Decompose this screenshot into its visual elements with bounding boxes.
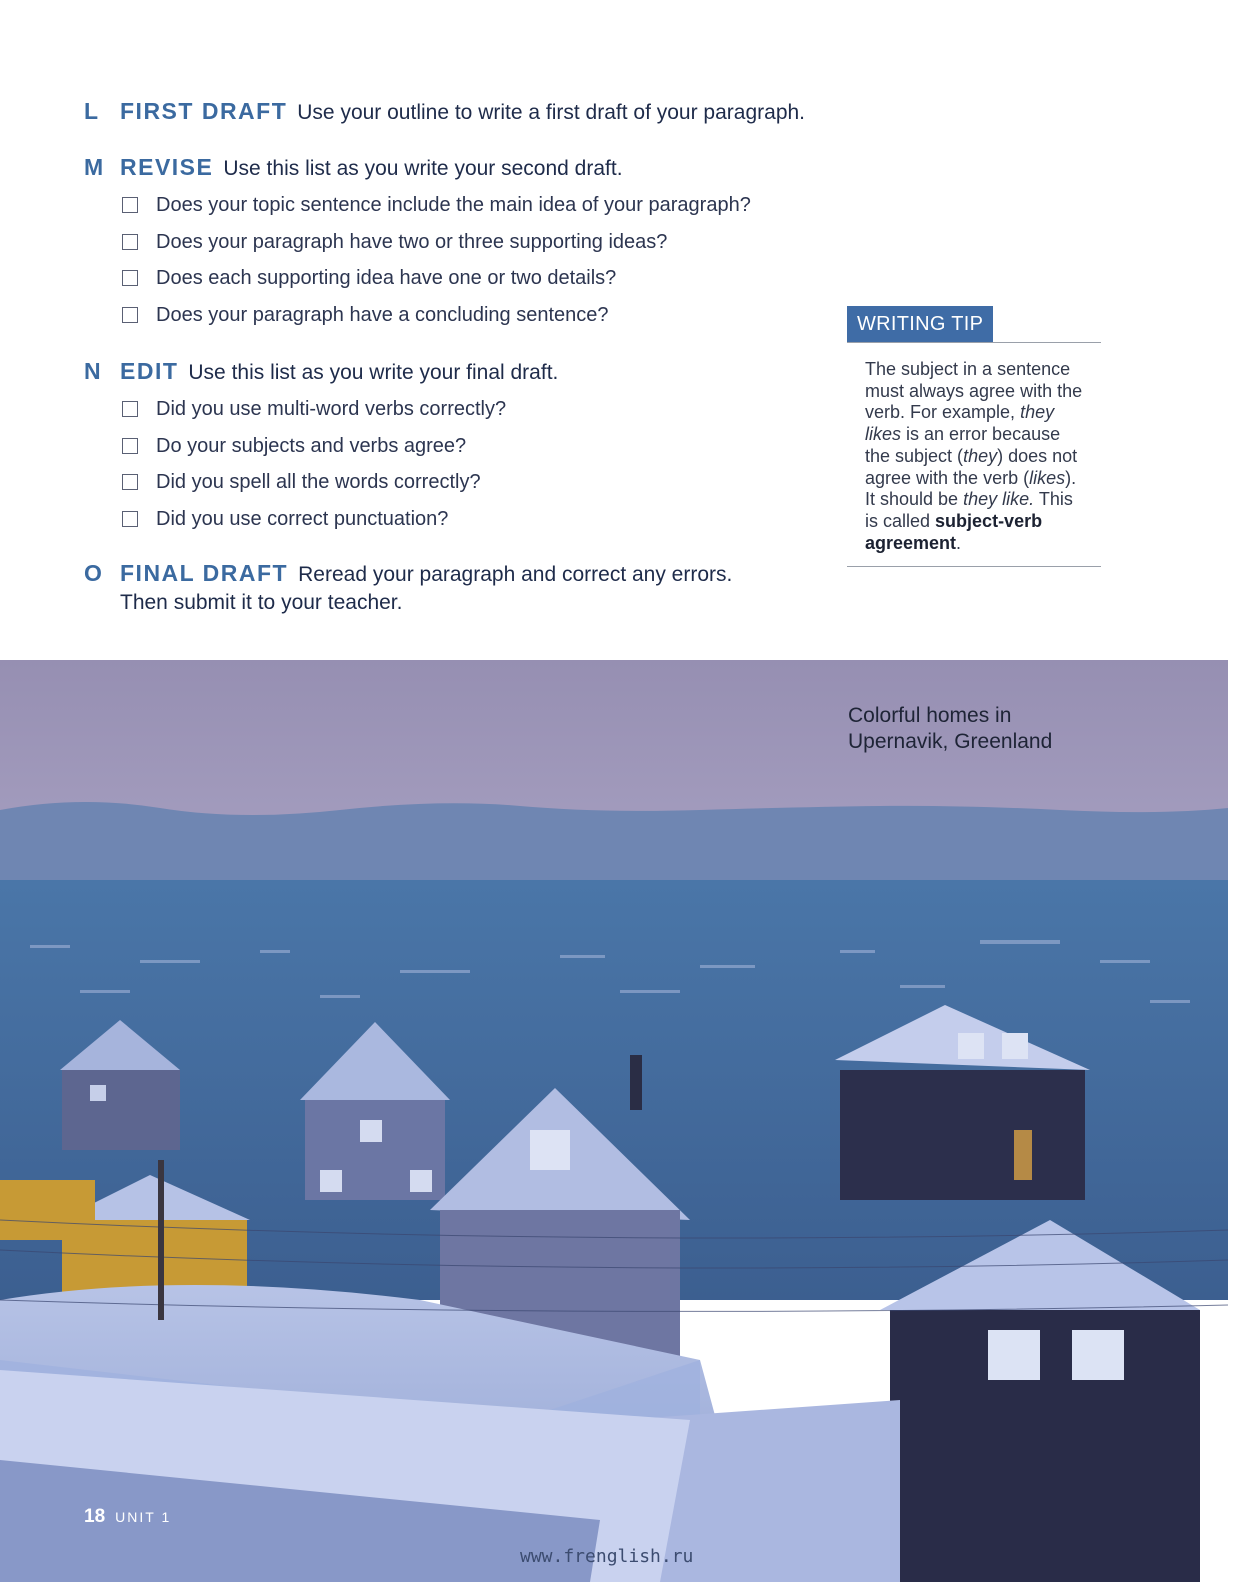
checklist-item-text: Did you use multi-word verbs correctly? bbox=[156, 398, 507, 420]
section-heading: FIRST DRAFT bbox=[120, 98, 288, 124]
section-first-draft bbox=[84, 97, 805, 127]
greenland-homes-photo bbox=[0, 660, 1228, 1582]
checklist-item-text: Does each supporting idea have one or two details? bbox=[156, 267, 617, 289]
checklist-item-text: Does your paragraph have a concluding sentence? bbox=[156, 303, 609, 326]
tip-key-term: subject-verb agreement bbox=[865, 510, 1043, 553]
checklist-item-text: Does your paragraph have two or three supporting ideas? bbox=[156, 230, 668, 253]
section-instruction: Reread your paragraph and correct any errors. bbox=[298, 563, 733, 586]
page-number: 18 bbox=[84, 1506, 106, 1527]
tip-text: . bbox=[956, 532, 962, 553]
section-final-draft bbox=[84, 559, 732, 617]
checklist-item bbox=[122, 229, 751, 266]
checkbox[interactable] bbox=[122, 401, 138, 417]
checklist-item-text: Did you use correct punctuation? bbox=[156, 507, 449, 530]
section-letter: M bbox=[84, 154, 104, 180]
writing-tip-header bbox=[847, 306, 1101, 343]
section-heading: FINAL DRAFT bbox=[120, 560, 289, 586]
checkbox[interactable] bbox=[122, 511, 138, 527]
section-instruction: Use your outline to write a first draft of your paragraph. bbox=[297, 101, 806, 124]
tip-example: likes bbox=[1029, 467, 1066, 488]
checklist-item bbox=[122, 265, 751, 302]
writing-tip-label: WRITING TIP bbox=[847, 306, 993, 342]
watermark: www.frenglish.ru bbox=[520, 1546, 694, 1567]
tip-text: ). It should be bbox=[865, 467, 1077, 510]
checkbox[interactable] bbox=[122, 307, 138, 323]
checkbox[interactable] bbox=[122, 474, 138, 490]
unit-label: UNIT 1 bbox=[115, 1509, 172, 1525]
checklist-item bbox=[122, 396, 506, 433]
checklist-item bbox=[122, 302, 751, 339]
tip-example: they likes bbox=[865, 402, 1055, 445]
section-heading: REVISE bbox=[120, 154, 214, 180]
checkbox[interactable] bbox=[122, 438, 138, 454]
checklist-item bbox=[122, 469, 506, 506]
section-revise bbox=[84, 153, 623, 183]
section-instruction: Use this list as you write your final draft. bbox=[188, 361, 559, 384]
tip-text: ) does not agree with the verb ( bbox=[865, 445, 1078, 488]
photo-caption bbox=[848, 703, 1052, 755]
section-letter: O bbox=[84, 560, 103, 586]
section-letter: N bbox=[84, 358, 102, 384]
tip-text: The subject in a sentence must always agree with the verb. For example, bbox=[865, 359, 1083, 423]
checkbox[interactable] bbox=[122, 234, 138, 250]
section-edit bbox=[84, 357, 558, 387]
section-heading: EDIT bbox=[120, 358, 179, 384]
tip-example: they bbox=[963, 445, 998, 466]
checkbox[interactable] bbox=[122, 197, 138, 213]
photo-illustration bbox=[0, 660, 1228, 1582]
page-footer bbox=[84, 1506, 171, 1528]
section-instruction: Use this list as you write your second draft. bbox=[223, 157, 623, 180]
revise-checklist bbox=[122, 192, 751, 338]
checklist-item bbox=[122, 433, 506, 470]
checklist-item bbox=[122, 506, 506, 543]
checklist-item-text: Do your subjects and verbs agree? bbox=[156, 434, 467, 457]
checklist-item-text: Does your topic sentence include the main idea of your paragraph? bbox=[156, 194, 751, 216]
checklist-item-text: Did you spell all the words correctly? bbox=[156, 471, 481, 493]
checkbox[interactable] bbox=[122, 270, 138, 286]
section-letter: L bbox=[84, 98, 99, 124]
tip-text: is an error because the subject ( bbox=[865, 424, 1061, 466]
writing-tip-box bbox=[847, 306, 1101, 567]
writing-tip-body bbox=[847, 343, 1101, 567]
caption-line: Upernavik, Greenland bbox=[848, 730, 1053, 753]
edit-checklist bbox=[122, 396, 506, 542]
tip-text: This is called bbox=[865, 489, 1073, 531]
section-instruction-continued: Then submit it to your teacher. bbox=[120, 591, 403, 614]
tip-example: they like. bbox=[963, 489, 1035, 510]
caption-line: Colorful homes in bbox=[848, 704, 1012, 727]
checklist-item bbox=[122, 192, 751, 229]
